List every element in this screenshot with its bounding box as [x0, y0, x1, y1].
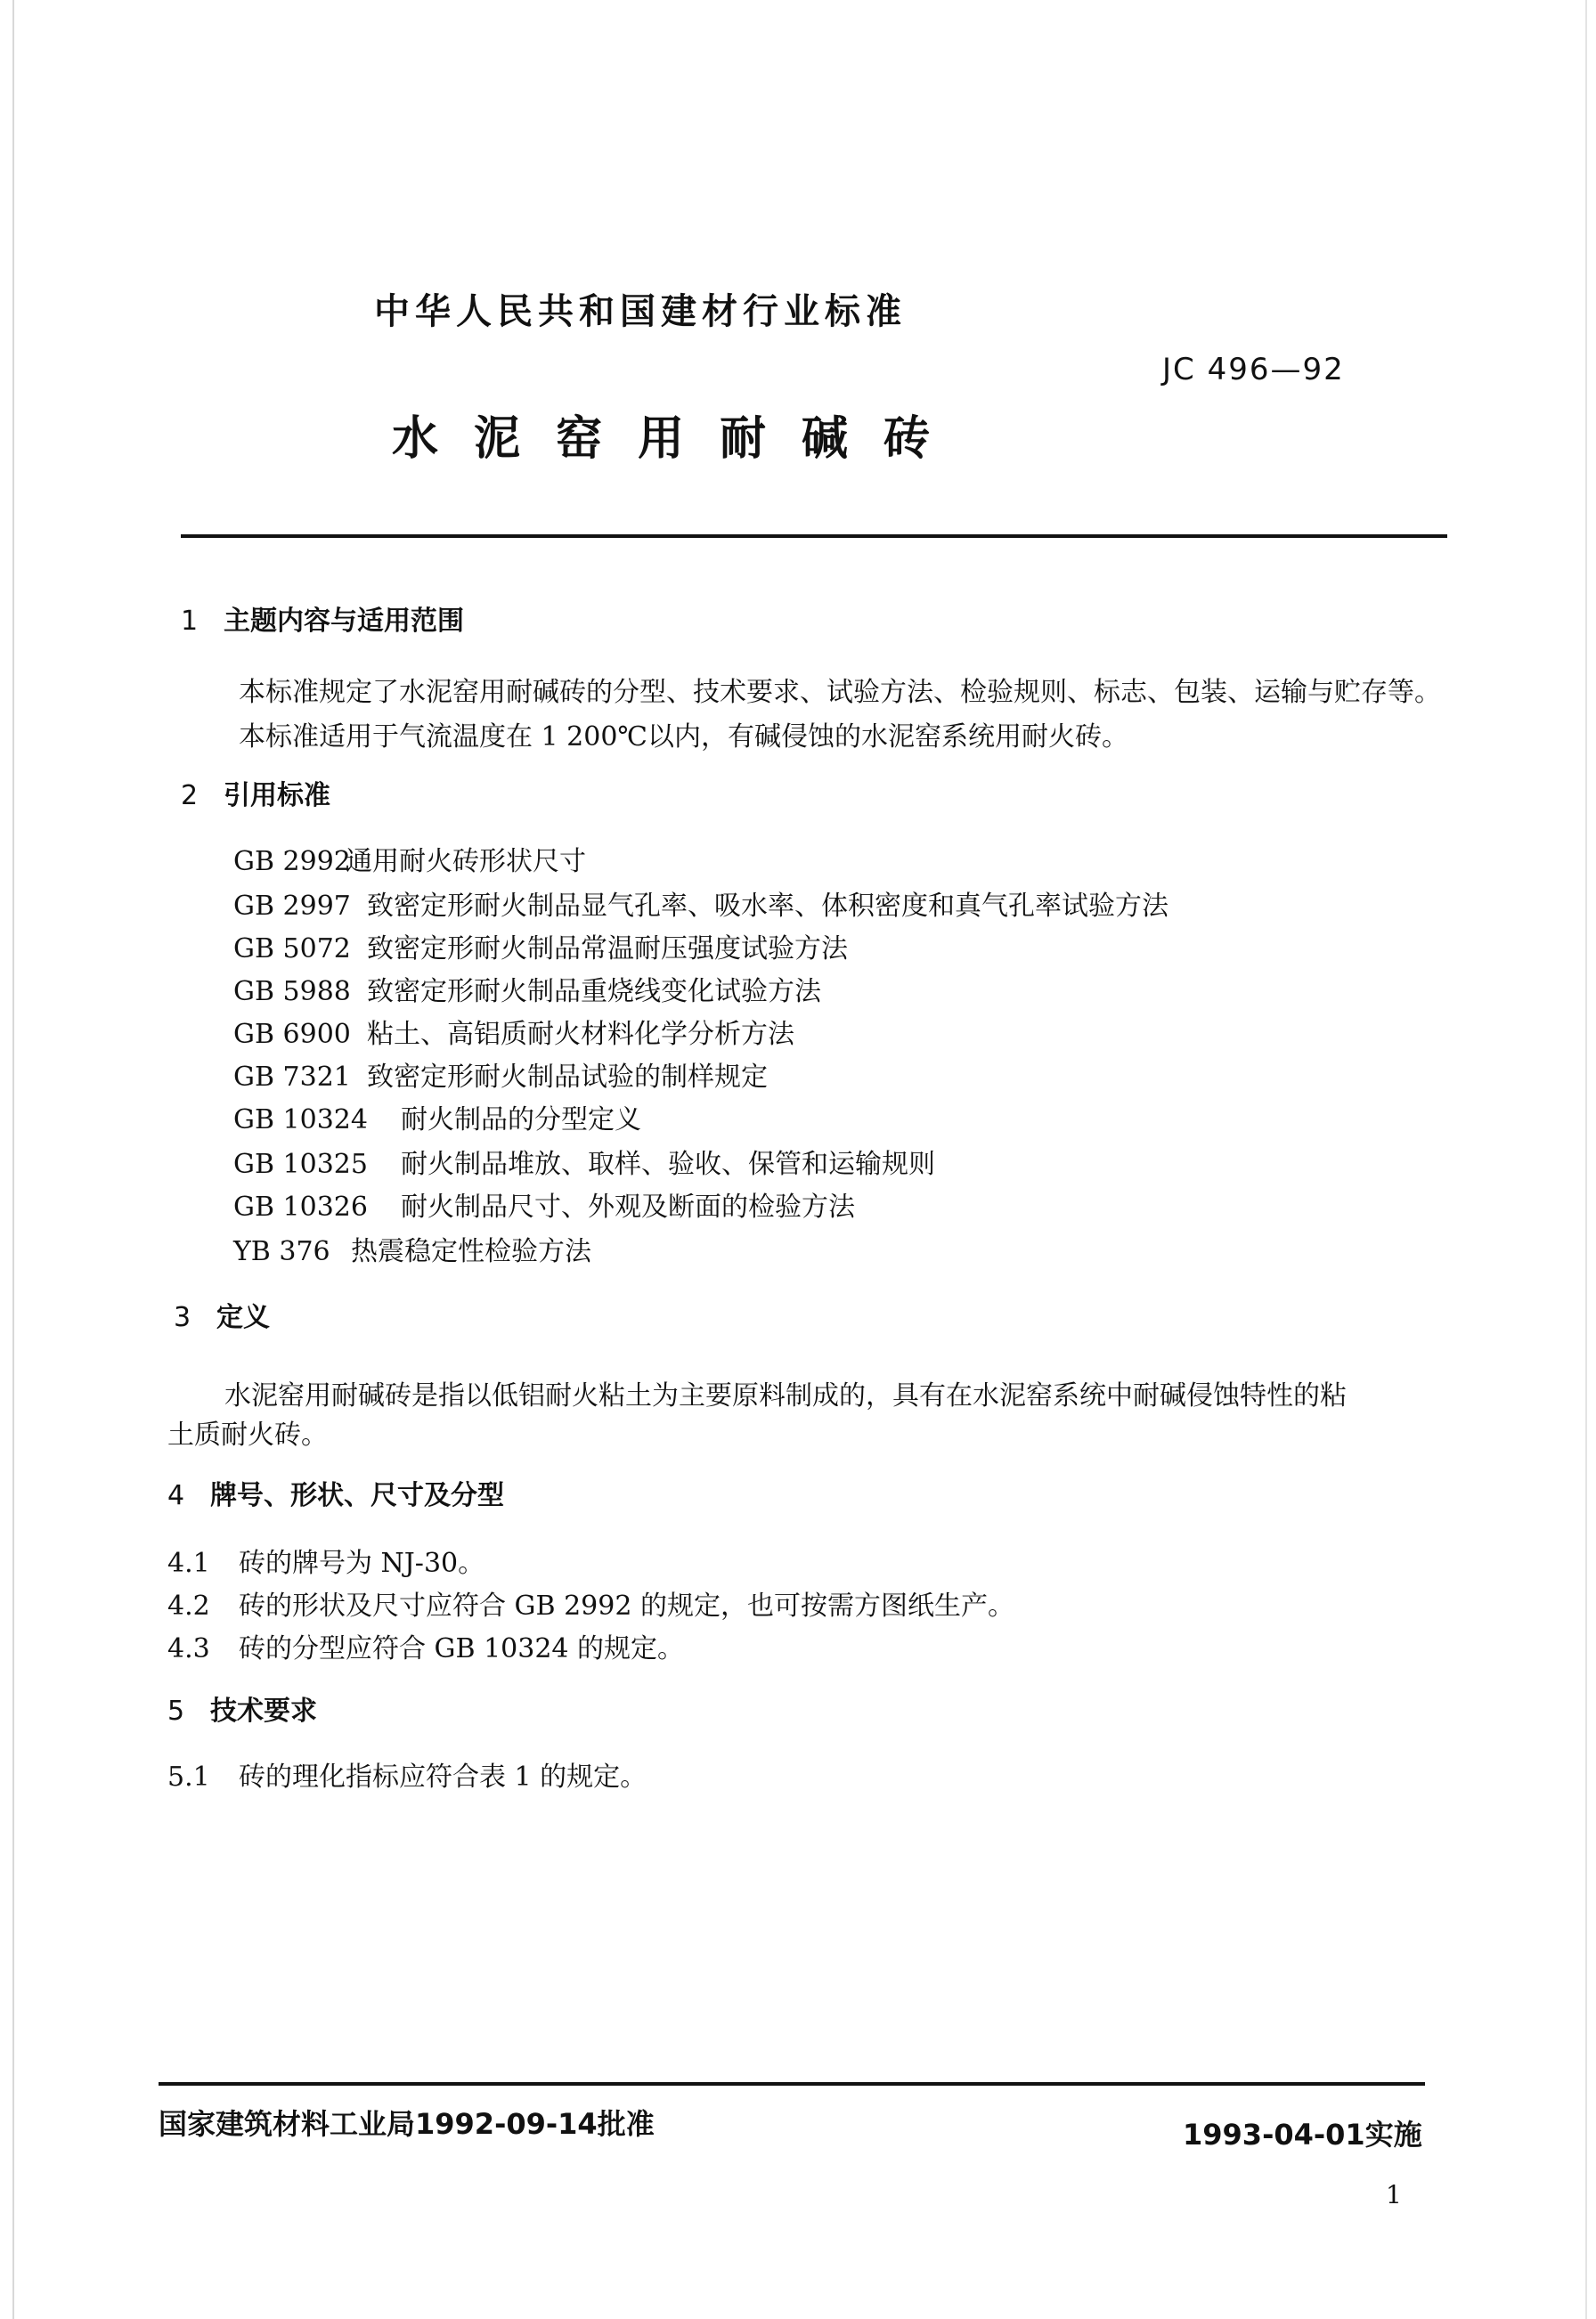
section-1-heading — [181, 598, 464, 638]
scan-edge-left — [12, 0, 14, 2319]
reference-title: 致密定形耐火制品重烧线变化试验方法 — [367, 976, 821, 1007]
reference-code: GB 6900 — [233, 1019, 351, 1050]
reference-title: 致密定形耐火制品显气孔率、吸水率、体积密度和真气孔率试验方法 — [367, 891, 1168, 922]
reference-code: YB 376 — [233, 1236, 330, 1267]
reference-code: GB 7321 — [233, 1062, 351, 1093]
reference-code: GB 5072 — [233, 933, 351, 964]
clause-item — [167, 1754, 647, 1794]
reference-item — [233, 1229, 591, 1268]
approval-line: 国家建筑材料工业局1992-09-14批准 — [159, 2107, 655, 2141]
reference-item — [233, 883, 1168, 923]
reference-item — [233, 1097, 641, 1136]
footer-divider — [159, 2082, 1425, 2086]
clause-item — [167, 1583, 1014, 1623]
section-title: 技术要求 — [210, 1696, 317, 1727]
reference-code: GB 2997 — [233, 891, 351, 922]
reference-code: GB 2992 — [233, 846, 351, 877]
reference-item — [233, 1184, 855, 1224]
reference-title: 粘土、高铝质耐火材料化学分析方法 — [367, 1019, 794, 1050]
reference-code: GB 10324 — [233, 1104, 368, 1135]
reference-title: 致密定形耐火制品试验的制样规定 — [367, 1062, 768, 1093]
reference-title: 耐火制品的分型定义 — [401, 1104, 641, 1135]
reference-title: 耐火制品尺寸、外观及断面的检验方法 — [401, 1192, 855, 1223]
section-1-paragraph-1: 本标准规定了水泥窑用耐碱砖的分型、技术要求、试验方法、检验规则、标志、包装、运输与贮存等。 — [239, 677, 1441, 708]
reference-item — [233, 839, 586, 878]
doc-title: 水泥窑用耐碱砖 — [392, 412, 966, 466]
reference-title: 通用耐火砖形状尺寸 — [346, 846, 586, 877]
header-divider — [181, 534, 1447, 538]
section-number: 3 — [174, 1302, 191, 1333]
section-number: 4 — [167, 1480, 185, 1511]
clause-number: 4.2 — [167, 1591, 210, 1622]
reference-item — [233, 1142, 935, 1181]
standard-code: JC 496—92 — [1162, 352, 1345, 387]
scan-edge-right — [1585, 0, 1587, 2319]
clause-item — [167, 1541, 484, 1580]
section-3-heading — [174, 1295, 270, 1334]
reference-code: GB 5988 — [233, 976, 351, 1007]
section-number: 5 — [167, 1696, 185, 1727]
clause-number: 4.3 — [167, 1633, 210, 1664]
reference-item — [233, 1054, 768, 1094]
section-title: 定义 — [216, 1302, 270, 1333]
clause-text: 砖的分型应符合 GB 10324 的规定。 — [239, 1633, 685, 1664]
reference-item — [233, 1012, 794, 1051]
section-number: 1 — [181, 606, 199, 637]
section-3-paragraph-line-1: 水泥窑用耐碱砖是指以低铝耐火粘土为主要原料制成的，具有在水泥窑系统中耐碱侵蚀特性的粘 — [224, 1380, 1347, 1412]
reference-title: 热震稳定性检验方法 — [351, 1236, 591, 1267]
section-2-heading — [181, 773, 330, 812]
section-3-paragraph-line-2: 土质耐火砖。 — [167, 1420, 328, 1451]
clause-number: 5.1 — [167, 1762, 210, 1793]
effective-date: 1993-04-01实施 — [1183, 2118, 1422, 2152]
reference-item — [233, 926, 848, 965]
reference-code: GB 10326 — [233, 1192, 368, 1223]
section-number: 2 — [181, 780, 199, 811]
clause-item — [167, 1626, 684, 1665]
section-title: 引用标准 — [224, 780, 330, 811]
clause-text: 砖的牌号为 NJ-30。 — [239, 1548, 485, 1579]
reference-code: GB 10325 — [233, 1149, 368, 1180]
clause-number: 4.1 — [167, 1548, 210, 1579]
reference-title: 耐火制品堆放、取样、验收、保管和运输规则 — [401, 1149, 935, 1180]
section-4-heading — [167, 1473, 504, 1512]
reference-title: 致密定形耐火制品常温耐压强度试验方法 — [367, 933, 848, 964]
reference-item — [233, 969, 821, 1008]
clause-text: 砖的形状及尺寸应符合 GB 2992 的规定，也可按需方图纸生产。 — [239, 1591, 1014, 1622]
org-title: 中华人民共和国建材行业标准 — [374, 291, 907, 332]
page-number: 1 — [1386, 2180, 1402, 2209]
section-5-heading — [167, 1688, 317, 1728]
section-title: 牌号、形状、尺寸及分型 — [210, 1480, 504, 1511]
section-1-paragraph-2: 本标准适用于气流温度在 1 200℃以内，有碱侵蚀的水泥窑系统用耐火砖。 — [239, 721, 1128, 753]
clause-text: 砖的理化指标应符合表 1 的规定。 — [239, 1762, 647, 1793]
section-title: 主题内容与适用范围 — [224, 606, 464, 637]
